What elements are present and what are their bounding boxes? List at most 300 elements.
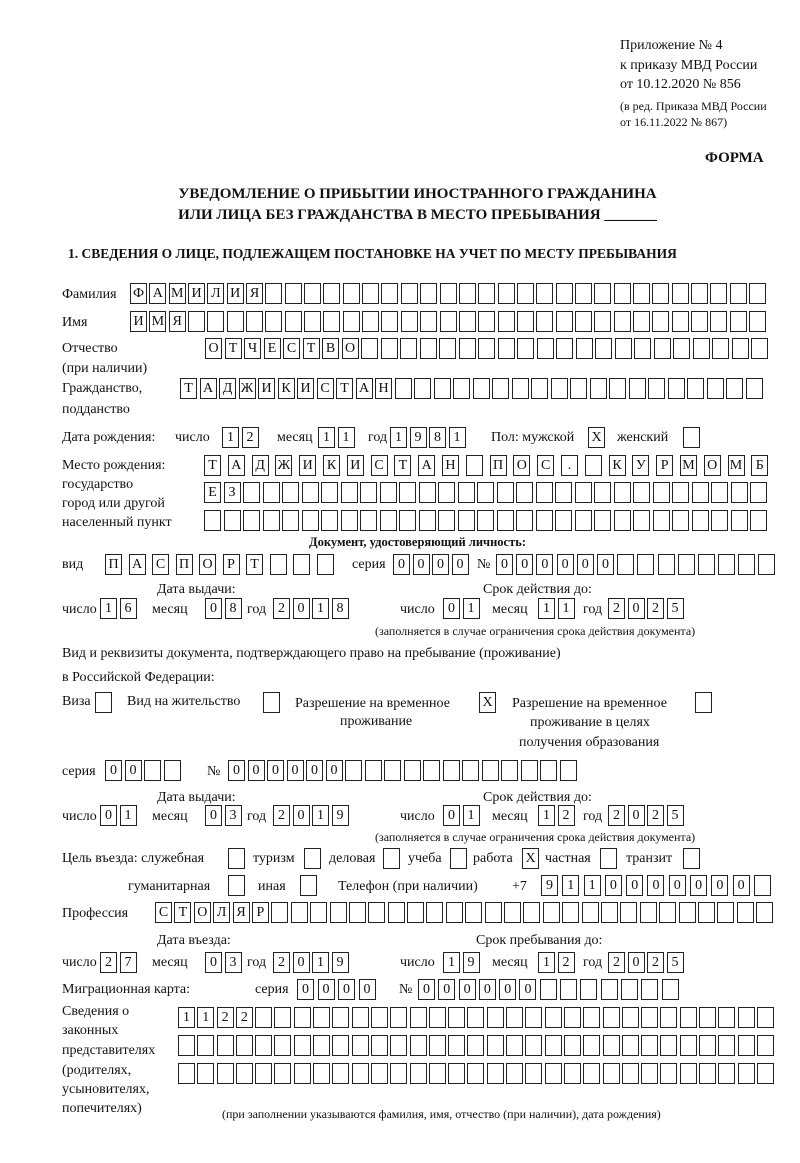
char-cell[interactable] [641,1007,658,1028]
char-cell[interactable] [243,510,260,531]
char-cell[interactable]: 2 [608,805,625,826]
char-cell[interactable]: А [356,378,373,399]
char-cell[interactable]: 0 [205,598,222,619]
char-cell[interactable]: 1 [538,805,555,826]
char-cell[interactable] [678,554,695,575]
char-cell[interactable] [653,510,670,531]
char-cell[interactable] [525,1007,542,1028]
char-cell[interactable] [660,1007,677,1028]
char-cell[interactable] [332,1007,349,1028]
stay-until-month[interactable] [538,952,577,973]
char-cell[interactable] [711,482,728,503]
char-cell[interactable]: А [200,378,217,399]
char-cell[interactable] [317,554,334,575]
char-cell[interactable]: П [176,554,193,575]
char-cell[interactable] [751,338,768,359]
char-cell[interactable] [679,902,696,923]
char-cell[interactable]: 0 [100,805,117,826]
char-cell[interactable] [438,510,455,531]
sex-female-checkbox[interactable] [683,427,703,448]
char-cell[interactable] [274,1035,291,1056]
char-cell[interactable] [738,554,755,575]
char-cell[interactable]: 0 [205,805,222,826]
char-cell[interactable] [718,1007,735,1028]
char-cell[interactable]: К [278,378,295,399]
char-cell[interactable] [361,338,378,359]
char-cell[interactable] [178,1035,195,1056]
char-cell[interactable]: 0 [125,760,142,781]
char-cell[interactable] [601,979,618,1000]
char-cell[interactable] [633,482,650,503]
char-cell[interactable] [640,902,657,923]
char-cell[interactable] [410,1007,427,1028]
char-cell[interactable] [653,482,670,503]
char-cell[interactable] [371,1035,388,1056]
char-cell[interactable] [224,510,241,531]
char-cell[interactable] [545,1007,562,1028]
char-cell[interactable]: X [522,848,539,869]
char-cell[interactable]: Ж [275,455,292,476]
char-cell[interactable] [614,482,631,503]
char-cell[interactable]: З [224,482,241,503]
char-cell[interactable] [594,283,611,304]
char-cell[interactable]: 9 [463,952,480,973]
stay-until-year[interactable] [608,952,686,973]
char-cell[interactable] [560,979,577,1000]
char-cell[interactable] [207,311,224,332]
char-cell[interactable] [228,875,245,896]
char-cell[interactable] [478,283,495,304]
reps-field-1[interactable] [178,1007,776,1028]
char-cell[interactable] [540,979,557,1000]
char-cell[interactable] [302,510,319,531]
char-cell[interactable]: 6 [120,598,137,619]
char-cell[interactable] [576,338,593,359]
char-cell[interactable] [477,482,494,503]
residence-permit-checkbox[interactable] [263,692,283,713]
birth-year-field[interactable] [390,427,468,448]
id-issue-month[interactable] [205,598,244,619]
char-cell[interactable] [738,1035,755,1056]
char-cell[interactable]: 0 [536,554,553,575]
char-cell[interactable] [293,554,310,575]
char-cell[interactable] [687,378,704,399]
birth-place-field-3[interactable] [204,510,770,531]
char-cell[interactable]: 2 [100,952,117,973]
char-cell[interactable]: 1 [338,427,355,448]
char-cell[interactable] [603,1035,620,1056]
char-cell[interactable]: 0 [287,760,304,781]
char-cell[interactable] [282,482,299,503]
char-cell[interactable] [758,554,775,575]
char-cell[interactable] [583,1007,600,1028]
char-cell[interactable]: 1 [538,952,555,973]
char-cell[interactable] [341,482,358,503]
char-cell[interactable] [265,311,282,332]
char-cell[interactable]: Н [375,378,392,399]
char-cell[interactable]: 1 [178,1007,195,1028]
char-cell[interactable] [243,482,260,503]
char-cell[interactable] [465,902,482,923]
char-cell[interactable] [545,1063,562,1084]
char-cell[interactable] [274,1063,291,1084]
char-cell[interactable]: Ч [244,338,261,359]
char-cell[interactable] [601,902,618,923]
char-cell[interactable] [517,338,534,359]
char-cell[interactable] [313,1035,330,1056]
char-cell[interactable] [594,510,611,531]
char-cell[interactable] [360,510,377,531]
id-number-field[interactable] [496,554,779,575]
char-cell[interactable] [458,510,475,531]
char-cell[interactable] [570,378,587,399]
char-cell[interactable]: И [299,455,316,476]
char-cell[interactable] [556,311,573,332]
char-cell[interactable] [304,848,321,869]
char-cell[interactable]: 0 [628,805,645,826]
purpose-work-checkbox[interactable] [522,848,542,869]
char-cell[interactable] [517,311,534,332]
char-cell[interactable] [270,554,287,575]
char-cell[interactable] [380,510,397,531]
char-cell[interactable] [420,338,437,359]
id-valid-month[interactable] [538,598,577,619]
char-cell[interactable] [652,311,669,332]
char-cell[interactable]: 2 [242,427,259,448]
char-cell[interactable] [637,554,654,575]
char-cell[interactable] [429,1007,446,1028]
stay-valid-month[interactable] [538,805,577,826]
char-cell[interactable] [407,902,424,923]
char-cell[interactable]: 1 [584,875,601,896]
char-cell[interactable] [537,338,554,359]
char-cell[interactable]: 0 [597,554,614,575]
char-cell[interactable] [672,311,689,332]
char-cell[interactable] [291,902,308,923]
char-cell[interactable]: 1 [538,598,555,619]
char-cell[interactable] [517,283,534,304]
char-cell[interactable] [420,311,437,332]
char-cell[interactable]: Р [656,455,673,476]
char-cell[interactable] [506,1063,523,1084]
char-cell[interactable] [381,338,398,359]
char-cell[interactable]: И [130,311,147,332]
char-cell[interactable] [343,311,360,332]
char-cell[interactable] [556,338,573,359]
char-cell[interactable]: 0 [293,598,310,619]
char-cell[interactable]: О [513,455,530,476]
char-cell[interactable] [750,510,767,531]
char-cell[interactable]: Т [394,455,411,476]
char-cell[interactable]: 0 [711,875,728,896]
char-cell[interactable]: 0 [733,875,750,896]
char-cell[interactable]: Ф [130,283,147,304]
char-cell[interactable] [536,311,553,332]
char-cell[interactable]: Д [219,378,236,399]
char-cell[interactable] [467,1007,484,1028]
char-cell[interactable] [352,1035,369,1056]
char-cell[interactable] [698,554,715,575]
char-cell[interactable] [512,378,529,399]
char-cell[interactable] [749,283,766,304]
stay-valid-day[interactable] [443,805,482,826]
char-cell[interactable]: 9 [332,805,349,826]
birth-day-field[interactable] [222,427,261,448]
edu-permit-checkbox[interactable] [695,692,715,713]
char-cell[interactable] [525,1063,542,1084]
stay-series-field[interactable] [105,760,183,781]
char-cell[interactable] [536,510,553,531]
char-cell[interactable] [401,283,418,304]
char-cell[interactable] [485,902,502,923]
char-cell[interactable] [414,378,431,399]
char-cell[interactable]: 2 [647,952,664,973]
char-cell[interactable] [590,378,607,399]
char-cell[interactable] [672,482,689,503]
char-cell[interactable]: М [149,311,166,332]
char-cell[interactable] [683,848,700,869]
char-cell[interactable] [746,378,763,399]
char-cell[interactable] [718,554,735,575]
char-cell[interactable] [633,311,650,332]
char-cell[interactable] [600,848,617,869]
char-cell[interactable]: И [188,283,205,304]
char-cell[interactable]: Т [204,455,221,476]
char-cell[interactable] [467,1035,484,1056]
char-cell[interactable] [710,283,727,304]
char-cell[interactable] [614,311,631,332]
char-cell[interactable] [536,482,553,503]
char-cell[interactable] [699,1007,716,1028]
char-cell[interactable] [583,1063,600,1084]
char-cell[interactable]: Т [246,554,263,575]
char-cell[interactable]: С [537,455,554,476]
char-cell[interactable]: 0 [205,952,222,973]
char-cell[interactable] [652,283,669,304]
char-cell[interactable]: А [418,455,435,476]
char-cell[interactable] [487,1063,504,1084]
char-cell[interactable] [680,1035,697,1056]
char-cell[interactable] [410,1035,427,1056]
char-cell[interactable]: Л [213,902,230,923]
char-cell[interactable] [478,311,495,332]
char-cell[interactable] [487,1035,504,1056]
purpose-business-checkbox[interactable] [383,848,403,869]
char-cell[interactable] [345,760,362,781]
migration-number-field[interactable] [418,979,682,1000]
char-cell[interactable]: Р [252,902,269,923]
char-cell[interactable]: 2 [273,598,290,619]
char-cell[interactable] [482,760,499,781]
stay-issue-day[interactable] [100,805,139,826]
char-cell[interactable] [390,1007,407,1028]
purpose-transit-checkbox[interactable] [683,848,703,869]
char-cell[interactable] [401,311,418,332]
char-cell[interactable]: 0 [479,979,496,1000]
char-cell[interactable] [399,510,416,531]
char-cell[interactable] [271,902,288,923]
char-cell[interactable]: 0 [577,554,594,575]
char-cell[interactable]: Я [233,902,250,923]
char-cell[interactable]: 2 [217,1007,234,1028]
char-cell[interactable]: 0 [359,979,376,1000]
entry-year[interactable] [273,952,351,973]
char-cell[interactable] [536,283,553,304]
char-cell[interactable] [321,510,338,531]
char-cell[interactable]: 1 [443,952,460,973]
char-cell[interactable] [629,378,646,399]
char-cell[interactable] [497,482,514,503]
char-cell[interactable]: 0 [418,979,435,1000]
char-cell[interactable] [390,1063,407,1084]
char-cell[interactable] [395,378,412,399]
char-cell[interactable]: О [704,455,721,476]
stay-number-field[interactable] [228,760,579,781]
visa-checkbox[interactable] [95,692,115,713]
char-cell[interactable]: 3 [225,952,242,973]
char-cell[interactable]: Т [174,902,191,923]
char-cell[interactable] [580,979,597,1000]
char-cell[interactable] [521,760,538,781]
char-cell[interactable] [551,378,568,399]
char-cell[interactable] [313,1007,330,1028]
char-cell[interactable] [399,482,416,503]
char-cell[interactable] [648,378,665,399]
char-cell[interactable]: 0 [293,952,310,973]
purpose-study-checkbox[interactable] [450,848,470,869]
entry-month[interactable] [205,952,244,973]
char-cell[interactable] [263,692,280,713]
purpose-other-checkbox[interactable] [300,875,320,896]
char-cell[interactable] [197,1063,214,1084]
char-cell[interactable] [711,510,728,531]
char-cell[interactable] [492,378,509,399]
char-cell[interactable]: 1 [463,598,480,619]
char-cell[interactable] [660,1063,677,1084]
char-cell[interactable] [564,1063,581,1084]
char-cell[interactable] [362,283,379,304]
char-cell[interactable]: 0 [443,805,460,826]
char-cell[interactable] [717,902,734,923]
char-cell[interactable]: 0 [105,760,122,781]
char-cell[interactable] [556,283,573,304]
char-cell[interactable] [710,311,727,332]
char-cell[interactable] [343,283,360,304]
char-cell[interactable] [294,1035,311,1056]
char-cell[interactable] [617,554,634,575]
char-cell[interactable] [459,311,476,332]
char-cell[interactable]: 0 [432,554,449,575]
char-cell[interactable] [368,902,385,923]
char-cell[interactable]: Ж [239,378,256,399]
entry-day[interactable] [100,952,139,973]
char-cell[interactable] [731,482,748,503]
char-cell[interactable] [614,510,631,531]
char-cell[interactable]: 0 [293,805,310,826]
char-cell[interactable]: 0 [443,598,460,619]
char-cell[interactable] [178,1063,195,1084]
char-cell[interactable] [575,482,592,503]
char-cell[interactable] [410,1063,427,1084]
char-cell[interactable] [672,510,689,531]
char-cell[interactable]: П [490,455,507,476]
char-cell[interactable]: О [205,338,222,359]
char-cell[interactable] [227,311,244,332]
char-cell[interactable] [453,378,470,399]
char-cell[interactable] [420,283,437,304]
char-cell[interactable] [658,554,675,575]
char-cell[interactable]: 0 [496,554,513,575]
char-cell[interactable] [443,760,460,781]
id-valid-year[interactable] [608,598,686,619]
char-cell[interactable] [555,510,572,531]
char-cell[interactable] [294,1063,311,1084]
char-cell[interactable]: О [342,338,359,359]
char-cell[interactable]: О [194,902,211,923]
char-cell[interactable]: 2 [273,952,290,973]
char-cell[interactable] [540,760,557,781]
char-cell[interactable] [504,902,521,923]
char-cell[interactable] [487,1007,504,1028]
char-cell[interactable]: 0 [628,598,645,619]
char-cell[interactable] [654,338,671,359]
purpose-official-checkbox[interactable] [228,848,248,869]
char-cell[interactable]: 1 [312,805,329,826]
char-cell[interactable] [458,482,475,503]
char-cell[interactable]: М [728,455,745,476]
char-cell[interactable]: 9 [410,427,427,448]
char-cell[interactable] [757,1035,774,1056]
char-cell[interactable]: X [479,692,496,713]
char-cell[interactable]: 9 [332,952,349,973]
char-cell[interactable] [440,283,457,304]
char-cell[interactable]: 1 [318,427,335,448]
char-cell[interactable] [400,338,417,359]
char-cell[interactable] [501,760,518,781]
surname-field[interactable] [130,283,768,304]
char-cell[interactable] [497,510,514,531]
char-cell[interactable] [294,1007,311,1028]
char-cell[interactable] [323,283,340,304]
char-cell[interactable]: С [155,902,172,923]
char-cell[interactable] [603,1063,620,1084]
char-cell[interactable] [659,902,676,923]
char-cell[interactable] [352,1063,369,1084]
char-cell[interactable] [498,311,515,332]
char-cell[interactable]: О [199,554,216,575]
char-cell[interactable]: Е [204,482,221,503]
char-cell[interactable] [438,482,455,503]
char-cell[interactable]: С [283,338,300,359]
char-cell[interactable] [633,283,650,304]
char-cell[interactable] [365,760,382,781]
char-cell[interactable]: 2 [236,1007,253,1028]
char-cell[interactable] [440,311,457,332]
char-cell[interactable] [381,311,398,332]
char-cell[interactable] [691,283,708,304]
char-cell[interactable] [730,283,747,304]
char-cell[interactable]: Н [442,455,459,476]
char-cell[interactable] [594,482,611,503]
char-cell[interactable] [575,283,592,304]
char-cell[interactable] [448,1035,465,1056]
char-cell[interactable] [466,455,483,476]
stay-issue-month[interactable] [205,805,244,826]
char-cell[interactable] [498,283,515,304]
char-cell[interactable]: Р [223,554,240,575]
char-cell[interactable] [683,427,700,448]
char-cell[interactable] [718,1035,735,1056]
